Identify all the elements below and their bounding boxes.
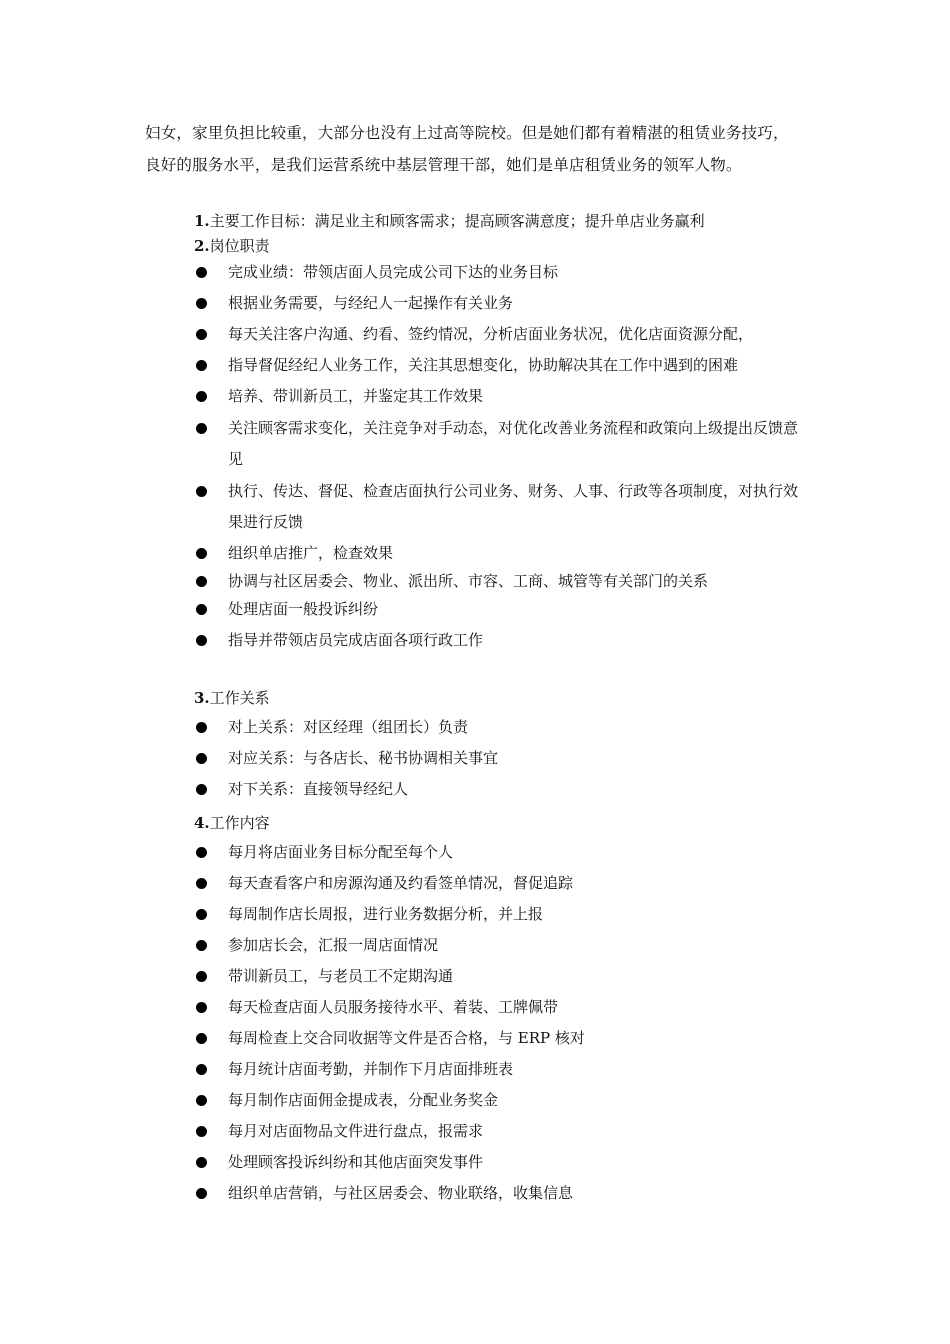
list-item: 对下关系：直接领导经纪人 xyxy=(194,774,814,805)
bullet-dot-icon xyxy=(196,1033,207,1044)
bullet-dot-icon xyxy=(196,1126,207,1137)
list-item: 对应关系：与各店长、秘书协调相关事宜 xyxy=(194,743,814,774)
bullet-dot-icon xyxy=(196,940,207,951)
list-item: 培养、带训新员工，并鉴定其工作效果 xyxy=(194,381,814,412)
list-item: 协调与社区居委会、物业、派出所、市容、工商、城管等有关部门的关系 xyxy=(194,566,814,597)
list-item: 处理店面一般投诉纠纷 xyxy=(194,594,814,625)
bullet-dot-icon xyxy=(196,423,207,434)
list-item: 指导督促经纪人业务工作，关注其思想变化，协助解决其在工作中遇到的困难 xyxy=(194,350,814,381)
section-goal xyxy=(194,210,705,232)
list-item: 组织单店营销，与社区居委会、物业联络，收集信息 xyxy=(194,1178,814,1209)
intro-line-2: 良好的服务水平，是我们运营系统中基层管理干部，她们是单店租赁业务的领军人物。 xyxy=(145,156,742,174)
intro-paragraph xyxy=(145,117,810,181)
bullet-dot-icon xyxy=(196,1188,207,1199)
bullet-dot-icon xyxy=(196,360,207,371)
bullet-dot-icon xyxy=(196,486,207,497)
bullet-dot-icon xyxy=(196,971,207,982)
list-item: 带训新员工，与老员工不定期沟通 xyxy=(194,961,814,992)
section-number: 1. xyxy=(194,212,210,230)
list-item: 每月将店面业务目标分配至每个人 xyxy=(194,837,814,868)
section-goal-text: 主要工作目标：满足业主和顾客需求；提高顾客满意度；提升单店业务赢利 xyxy=(209,212,705,230)
bullet-dot-icon xyxy=(196,753,207,764)
list-item: 每天查看客户和房源沟通及约看签单情况，督促追踪 xyxy=(194,868,814,899)
list-item: 处理顾客投诉纠纷和其他店面突发事件 xyxy=(194,1147,814,1178)
list-item: 每周制作店长周报，进行业务数据分析，并上报 xyxy=(194,899,814,930)
bullet-dot-icon xyxy=(196,576,207,587)
bullet-dot-icon xyxy=(196,784,207,795)
bullet-dot-icon xyxy=(196,909,207,920)
list-item: 指导并带领店员完成店面各项行政工作 xyxy=(194,625,814,656)
list-item: 根据业务需要，与经纪人一起操作有关业务 xyxy=(194,288,814,319)
list-item: 关注顾客需求变化，关注竞争对手动态，对优化改善业务流程和政策向上级提出反馈意见 xyxy=(194,413,814,475)
list-item: 每月制作店面佣金提成表，分配业务奖金 xyxy=(194,1085,814,1116)
section-content-heading xyxy=(194,812,270,834)
list-item: 每月统计店面考勤，并制作下月店面排班表 xyxy=(194,1054,814,1085)
bullet-dot-icon xyxy=(196,635,207,646)
intro-line-1: 妇女，家里负担比较重，大部分也没有上过高等院校。但是她们都有着精湛的租赁业务技巧， xyxy=(145,124,789,142)
bullet-dot-icon xyxy=(196,604,207,615)
bullet-dot-icon xyxy=(196,298,207,309)
bullet-dot-icon xyxy=(196,1095,207,1106)
section-title: 工作内容 xyxy=(209,814,270,832)
bullet-dot-icon xyxy=(196,722,207,733)
list-item: 每周检查上交合同收据等文件是否合格，与 ERP 核对 xyxy=(194,1023,814,1054)
section-title: 工作关系 xyxy=(209,689,270,707)
bullet-dot-icon xyxy=(196,1157,207,1168)
bullet-dot-icon xyxy=(196,548,207,559)
list-item: 完成业绩：带领店面人员完成公司下达的业务目标 xyxy=(194,257,814,288)
bullet-dot-icon xyxy=(196,878,207,889)
bullet-dot-icon xyxy=(196,847,207,858)
bullet-dot-icon xyxy=(196,1002,207,1013)
bullet-dot-icon xyxy=(196,267,207,278)
list-item: 每月对店面物品文件进行盘点，报需求 xyxy=(194,1116,814,1147)
section-number: 2. xyxy=(194,237,210,255)
section-relations-heading xyxy=(194,687,270,709)
bullet-dot-icon xyxy=(196,1064,207,1075)
section-duties-heading xyxy=(194,235,270,257)
list-item: 组织单店推广，检查效果 xyxy=(194,538,814,569)
list-item: 执行、传达、督促、检查店面执行公司业务、财务、人事、行政等各项制度，对执行效果进行反馈 xyxy=(194,476,814,538)
section-number: 3. xyxy=(194,689,210,707)
list-item: 对上关系：对区经理（组团长）负责 xyxy=(194,712,814,743)
bullet-dot-icon xyxy=(196,329,207,340)
section-number: 4. xyxy=(194,814,210,832)
bullet-dot-icon xyxy=(196,391,207,402)
section-title: 岗位职责 xyxy=(209,237,270,255)
list-item: 每天检查店面人员服务接待水平、着装、工牌佩带 xyxy=(194,992,814,1023)
list-item: 每天关注客户沟通、约看、签约情况，分析店面业务状况，优化店面资源分配， xyxy=(194,319,814,350)
list-item: 参加店长会，汇报一周店面情况 xyxy=(194,930,814,961)
